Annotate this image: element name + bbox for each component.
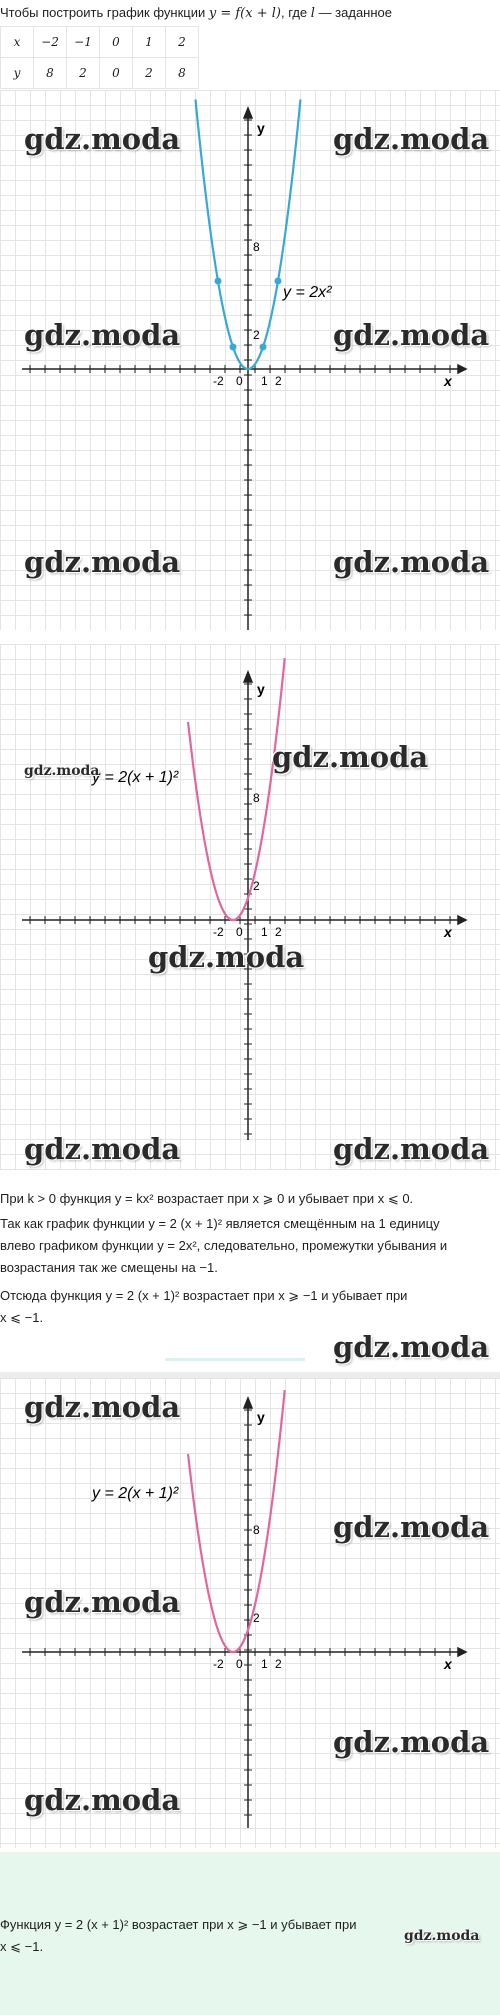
table-cell: 2 [133, 58, 166, 89]
data-point [275, 278, 282, 285]
y-axis-label: y [257, 1409, 265, 1425]
watermark: gdz.moda [333, 1510, 490, 1544]
y-arrow [244, 108, 252, 118]
x-axis-label: x [444, 924, 452, 940]
parabola-curve [188, 1390, 285, 1652]
table-cell: 1 [133, 27, 166, 58]
x-axis-label: x [444, 373, 452, 389]
table-cell: 0 [100, 58, 133, 89]
intro-formula: y = f(x + l) [208, 6, 281, 21]
intro-middle: , где [280, 5, 311, 20]
y-axis-label: y [257, 120, 265, 136]
table-cell: 8 [166, 58, 199, 89]
y-axis-label: y [257, 681, 265, 697]
watermark: gdz.moda [24, 1132, 181, 1166]
watermark: gdz.moda [333, 318, 490, 352]
tick-x-label: 1 [261, 925, 268, 939]
data-point [215, 278, 222, 285]
watermark: gdz.moda [24, 318, 181, 352]
spacer [0, 630, 500, 644]
watermark: gdz.moda [24, 545, 181, 579]
table-cell: 8 [34, 58, 67, 89]
explanation-p3b: x ⩽ −1. [0, 1310, 44, 1325]
curve-label: y = 2(x + 1)² [92, 1485, 179, 1502]
watermark: gdz.moda [148, 940, 305, 974]
explanation [0, 1188, 496, 1329]
y-arrow [244, 1398, 252, 1408]
tick-x-label: 1 [261, 374, 268, 388]
tick-y-label: 2 [253, 879, 260, 893]
conclusion-line-1: Функция y = 2 (x + 1)² возрастает при x ⩾ −1 и убывает при [0, 1917, 357, 1932]
intro-text [0, 2, 496, 24]
intro-var: l [310, 6, 315, 21]
table-cell: −2 [34, 27, 67, 58]
tick-x-label: -2 [213, 1657, 224, 1671]
value-table [0, 26, 199, 89]
tick-x-label: -2 [213, 374, 224, 388]
watermark: gdz.moda [24, 1390, 181, 1424]
watermark: gdz.moda [24, 763, 100, 779]
explanation-p1: При k > 0 функция y = kx² возрастает при x ⩾ 0 и убывает при x ⩽ 0. [0, 1191, 414, 1206]
watermark: gdz.moda [333, 1330, 490, 1364]
tick-x-label: 2 [275, 1657, 282, 1671]
table-cell: 2 [166, 27, 199, 58]
tick-x-label: 0 [236, 1657, 243, 1671]
watermark: gdz.moda [272, 740, 429, 774]
data-point [260, 344, 267, 351]
watermark: gdz.moda [24, 122, 181, 156]
x-arrow [458, 1648, 466, 1656]
watermark: gdz.moda [333, 1132, 490, 1166]
x-axis-label: x [444, 1656, 452, 1672]
x-arrow [458, 365, 466, 373]
intro-prefix: Чтобы построить график функции [0, 5, 209, 20]
y-arrow [244, 672, 252, 682]
curve-label: y = 2x² [283, 284, 332, 301]
table-row-y [1, 58, 199, 89]
x-arrow [458, 916, 466, 924]
conclusion-line-2: x ⩽ −1. [0, 1939, 44, 1954]
tick-y-label: 8 [253, 1523, 260, 1537]
explanation-p3a: Отсюда функция y = 2 (x + 1)² возрастает при x ⩾ −1 и убывает при [0, 1288, 408, 1303]
graph-2 [0, 644, 500, 1170]
table-cell: −1 [67, 27, 100, 58]
parabola-curve [188, 658, 285, 920]
table-header-y: y [1, 58, 34, 89]
tick-x-label: -2 [213, 925, 224, 939]
explanation-p2c: возрастания так же смещены на −1. [0, 1260, 218, 1275]
highlight-bar [165, 1358, 305, 1361]
tick-x-label: 2 [275, 925, 282, 939]
tick-y-label: 8 [253, 240, 260, 254]
graph-2-panel [0, 644, 500, 1170]
explanation-p2b: влево графиком функции y = 2x², следовательно, промежутки убывания и [0, 1238, 448, 1253]
watermark: gdz.moda [333, 122, 490, 156]
tick-x-label: 2 [275, 374, 282, 388]
data-point [230, 344, 237, 351]
watermark: gdz.moda [24, 1585, 181, 1619]
watermark: gdz.moda [333, 545, 490, 579]
tick-x-label: 1 [261, 1657, 268, 1671]
table-cell: 0 [100, 27, 133, 58]
tick-y-label: 2 [253, 328, 260, 342]
tick-x-label: 0 [236, 374, 243, 388]
tick-x-label: 0 [236, 925, 243, 939]
watermark: gdz.moda [24, 1783, 181, 1817]
table-row-x [1, 27, 199, 58]
watermark: gdz.moda [404, 1928, 480, 1944]
table-cell: 2 [67, 58, 100, 89]
explanation-p2a: Так как график функции y = 2 (x + 1)² является смещённым на 1 единицу [0, 1216, 440, 1231]
table-header-x: x [1, 27, 34, 58]
tick-y-label: 2 [253, 1611, 260, 1625]
intro-suffix: — заданное [314, 5, 393, 20]
watermark: gdz.moda [333, 1725, 490, 1759]
tick-y-label: 8 [253, 791, 260, 805]
curve-label: y = 2(x + 1)² [92, 769, 179, 786]
